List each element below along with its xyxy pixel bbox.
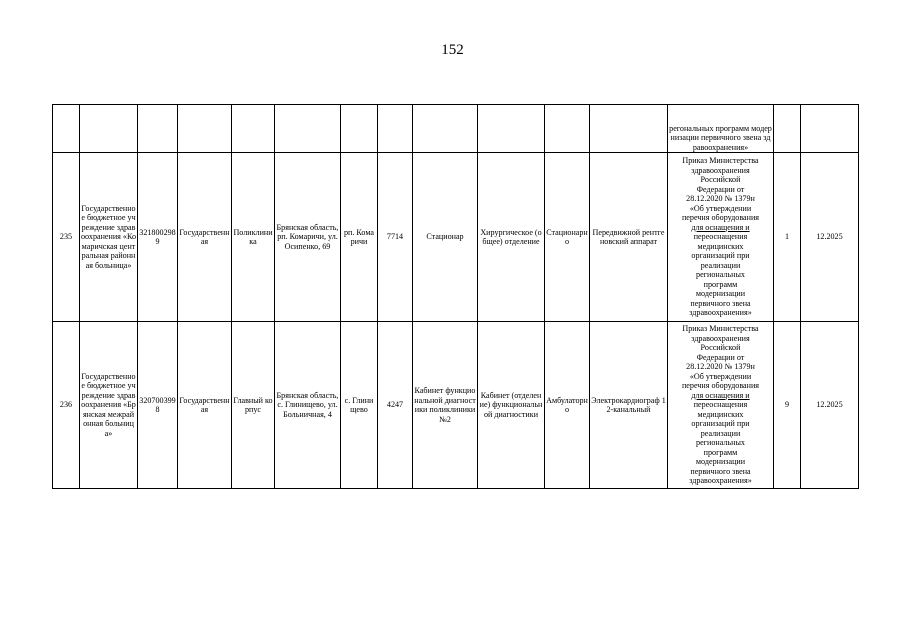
order-line: переоснащения [693,232,748,242]
cell-org: Государственное бюджетное учреждение здравоохранения «Брянская межрайонная больница» [80,322,138,489]
cell-locality: рп. Комаричи [341,153,378,322]
cell-num: 236 [53,322,80,489]
order-line: 28.12.2020 № 1379н [686,362,755,372]
cell-care-form [545,105,590,153]
cell-date [801,105,859,153]
cell-care-form: Амбулаторно [545,322,590,489]
order-line: 28.12.2020 № 1379н [686,194,755,204]
cell-qty: 9 [774,322,801,489]
cell-order [668,153,774,322]
cell-ownership [178,105,232,153]
cell-inn [138,105,178,153]
cell-num [53,105,80,153]
order-line: здравоохранения» [689,476,752,486]
order-line: Российской [700,175,741,185]
cell-inn: 3207003998 [138,322,178,489]
order-line: организаций при [691,251,750,261]
cell-code [378,105,413,153]
order-line: программ [703,279,738,289]
cell-department: Хирургическое (общее) отделение [478,153,545,322]
order-line: «Об утверждении [689,203,752,213]
cell-subdivision: Главный корпус [232,322,275,489]
order-line: Приказ Министерства [682,324,759,334]
cell-qty [774,105,801,153]
order-line: реализации [700,428,741,438]
cell-org [80,105,138,153]
cell-date: 12.2025 [801,322,859,489]
order-line: региональных [696,270,745,280]
cell-department: Кабинет (отделение) функциональной диагностики [478,322,545,489]
cell-locality: с. Глинищево [341,322,378,489]
order-line: реализации [700,260,741,270]
table-row [53,153,859,322]
order-line: Федерации от [696,352,745,362]
cell-department [478,105,545,153]
order-line: медицинских [697,241,744,251]
order-line: Приказ Министерства [682,156,759,166]
cell-subdivision [232,105,275,153]
cell-ownership: Государственная [178,322,232,489]
cell-num: 235 [53,153,80,322]
cell-unit-type: Стационар [413,153,478,322]
cell-code: 4247 [378,322,413,489]
order-line: «Об утверждении [689,371,752,381]
order-line: для оснащения и [691,222,750,232]
order-line: перечня оборудования [681,213,760,223]
cell-equipment [590,105,668,153]
cell-code: 7714 [378,153,413,322]
cell-address [275,105,341,153]
cell-ownership: Государственная [178,153,232,322]
cell-subdivision: Поликлиника [232,153,275,322]
order-line: региональных [696,438,745,448]
cell-address: Брянская область, с. Глинищево, ул. Больничная, 4 [275,322,341,489]
order-line: медицинских [697,409,744,419]
order-line: организаций при [691,419,750,429]
order-line: здравоохранения [691,333,750,343]
order-line: модернизации [695,457,746,467]
cell-order [668,322,774,489]
table-row [53,322,859,489]
order-line: переоснащения [693,400,748,410]
order-line: Федерации от [696,184,745,194]
cell-qty: 1 [774,153,801,322]
cell-care-form: Стационарно [545,153,590,322]
cell-unit-type [413,105,478,153]
order-line: первичного звена [690,298,751,308]
order-line: программ [703,447,738,457]
table-row-continuation [53,105,859,153]
cell-date: 12.2025 [801,153,859,322]
cell-equipment: Электрокардиограф 12-канальный [590,322,668,489]
cell-address: Брянская область, рп. Комаричи, ул. Осипенко, 69 [275,153,341,322]
cell-locality [341,105,378,153]
order-line: здравоохранения [691,165,750,175]
order-line: перечня оборудования [681,381,760,391]
order-line: Российской [700,343,741,353]
cell-org: Государственное бюджетное учреждение здравоохранения «Комаричская центральная районная больница» [80,153,138,322]
cell-unit-type: Кабинет функциональной диагностики поликлиники №2 [413,322,478,489]
page-number: 152 [441,42,464,58]
order-line: здравоохранения» [689,308,752,318]
order-line: для оснащения и [691,390,750,400]
order-line: модернизации [695,289,746,299]
cell-equipment: Передвижной рентгеновский аппарат [590,153,668,322]
order-line: первичного звена [690,466,751,476]
equipment-table [52,104,859,489]
cell-order-continuation: регональных программ модернизации первичного звена здравоохранения» [668,105,774,153]
cell-inn: 3218002989 [138,153,178,322]
